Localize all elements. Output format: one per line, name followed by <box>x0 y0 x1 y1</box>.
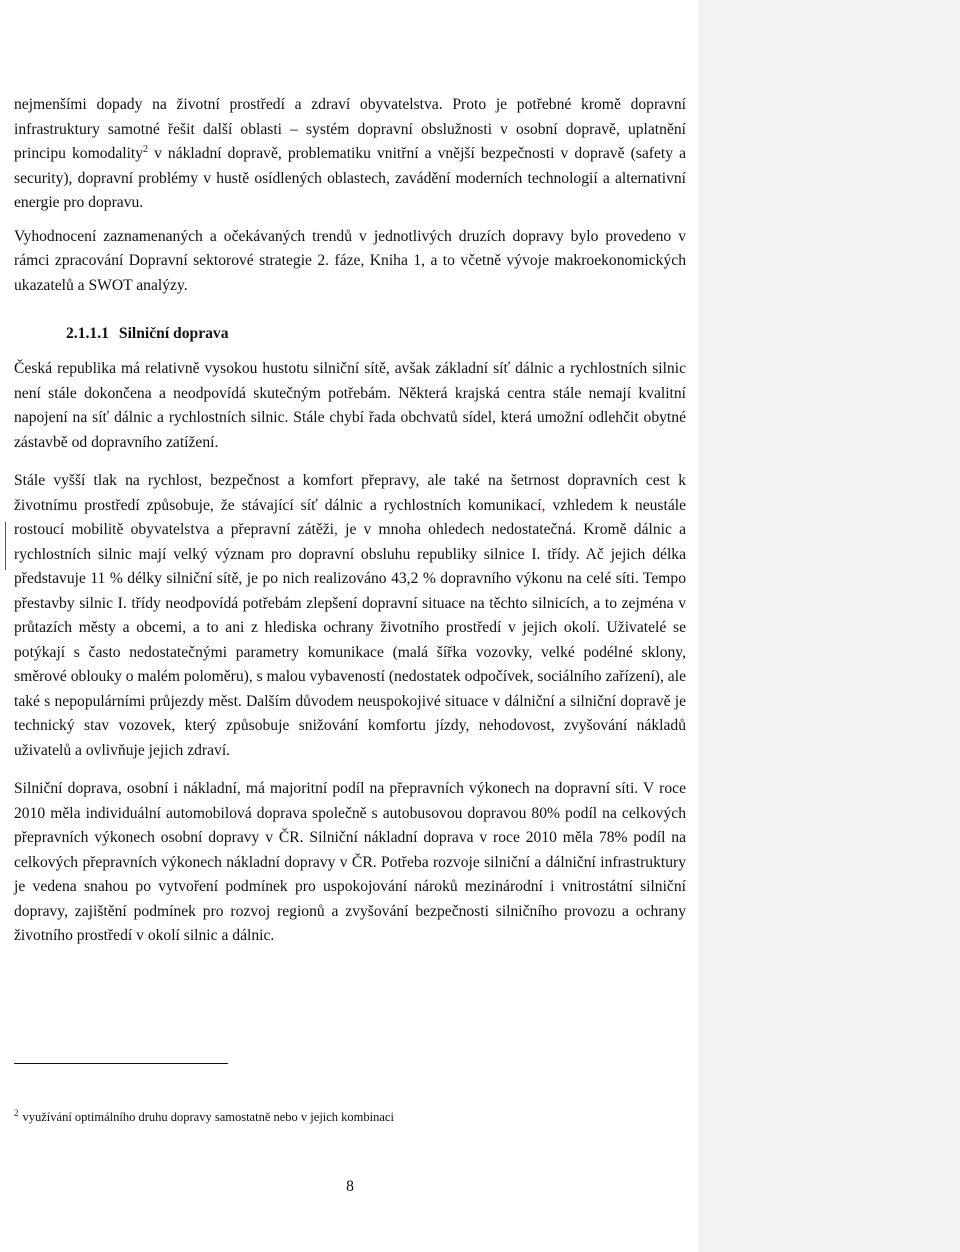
tracked-change-mark[interactable]: , <box>541 496 546 514</box>
paragraph-4-text-b: vzhledem k neustále rostoucí mobilitě obyvatelstva a přepravní zátěži <box>14 496 686 538</box>
paragraph-4 <box>14 469 686 763</box>
paragraph-4-text-a: Stále vyšší tlak na rychlost, bezpečnost a komfort přepravy, ale také na šetrnost dopravních cest k životnímu prostředí způsobuje, že stávající síť dálnic a rychlostních komunikací <box>14 472 686 514</box>
paragraph-1-text-b: v nákladní dopravě, problematiku vnitřní a vnější bezpečnosti v dopravě (safety a security), dopravní problémy v hustě osídlených oblastech, zavádění moderních technologií a alternativní energie pro dopravu. <box>14 145 686 211</box>
footnote <box>14 1104 394 1126</box>
page-number: 8 <box>346 1178 354 1195</box>
footnote-reference[interactable]: 2 <box>143 143 149 155</box>
footnote-separator <box>14 1063 228 1064</box>
paragraph-1-text-a: nejmenšími dopady na životní prostředí a zdraví obyvatelstva. Proto je potřebné kromě dopravní infrastruktury samotné řešit další oblasti – systém dopravní obslužnosti v osobní dopravě, uplatnění principu komodality <box>14 96 686 162</box>
paragraph-5: Silniční doprava, osobní i nákladní, má majoritní podíl na přepravních výkonech na dopravní síti. V roce 2010 měla individuální automobilová doprava společně s autobusovou dopravou 80% podíl na celkových přepravních výkonech osobní dopravy v ČR. Silniční nákladní doprava v roce 2010 měla 78% podíl na celkových přepravních výkonech nákladní dopravy v ČR. Potřeba rozvoje silniční a dálniční infrastruktury je vedena snahou po vytvoření podmínek pro uspokojování nároků mezinárodní i vnitrostátní silniční dopravy, zajištění podmínek pro rozvoj regionů a zvyšování bezpečnosti silničního provozu a ochrany životního prostředí v okolí silnic a dálnic. <box>14 780 686 944</box>
paragraph-1 <box>14 93 686 216</box>
footnote-text: využívání optimálního druhu dopravy samostatně nebo v jejich kombinaci <box>22 1110 394 1125</box>
section-title: Silniční doprava <box>118 325 229 342</box>
paragraph-4-text-c: je v mnoha ohledech nedostatečná. Kromě dálnic a rychlostních silnic mají velký význam pro dopravní obsluhu republiky silnice I. třídy. Ač jejich délka představuje 11 % délky silniční sítě, je po nich realizováno 43,2 % dopravního výkonu na celé síti. Tempo přestavby silnic I. třídy neodpovídá potřebám zlepšení dopravní situace na těchto silnicích, a to zejména v průtazích městy a obcemi, a to ani z hlediska ochrany životního prostředí v jejich okolí. Uživatelé se potýkají s často nedostatečnými parametry komunikace (malá šířka vozovky, velké podélné sklony, směrové oblouky o malém poloměru), s malou vybaveností (nedostatek odpočívek, sociálního zařízení), ale také s nepopulárními průjezdy měst. Dalším důvodem neuspokojivé situace v dálniční a silniční dopravě je technický stav vozovek, který způsobuje snižování komfortu jízdy, nehodovost, zvyšování nákladů uživatelů a ovlivňuje jejich zdraví. <box>14 521 686 759</box>
comment-margin-pane <box>698 0 960 1252</box>
tracked-change-mark[interactable]: , <box>334 521 338 538</box>
page-body <box>14 93 686 949</box>
change-bar <box>5 522 6 570</box>
section-heading <box>66 323 686 345</box>
paragraph-3: Česká republika má relativně vysokou hustotu silniční sítě, avšak základní síť dálnic a rychlostních silnic není stále dokončena a neodpovídá skutečným potřebám. Některá krajská centra stále nemají kvalitní napojení na síť dálnic a rychlostních silnic. Stále chybí řada obchvatů sídel, která umožní odlehčit obytné zástavbě od dopravního zatížení. <box>14 360 686 451</box>
section-number: 2.1.1.1 <box>66 325 109 342</box>
paragraph-2: Vyhodnocení zaznamenaných a očekávaných trendů v jednotlivých druzích dopravy bylo provedeno v rámci zpracování Dopravní sektorové strategie 2. fáze, Kniha 1, a to včetně vývoje makroekonomických ukazatelů a SWOT analýzy. <box>14 227 686 294</box>
footnote-marker: 2 <box>14 1108 19 1118</box>
